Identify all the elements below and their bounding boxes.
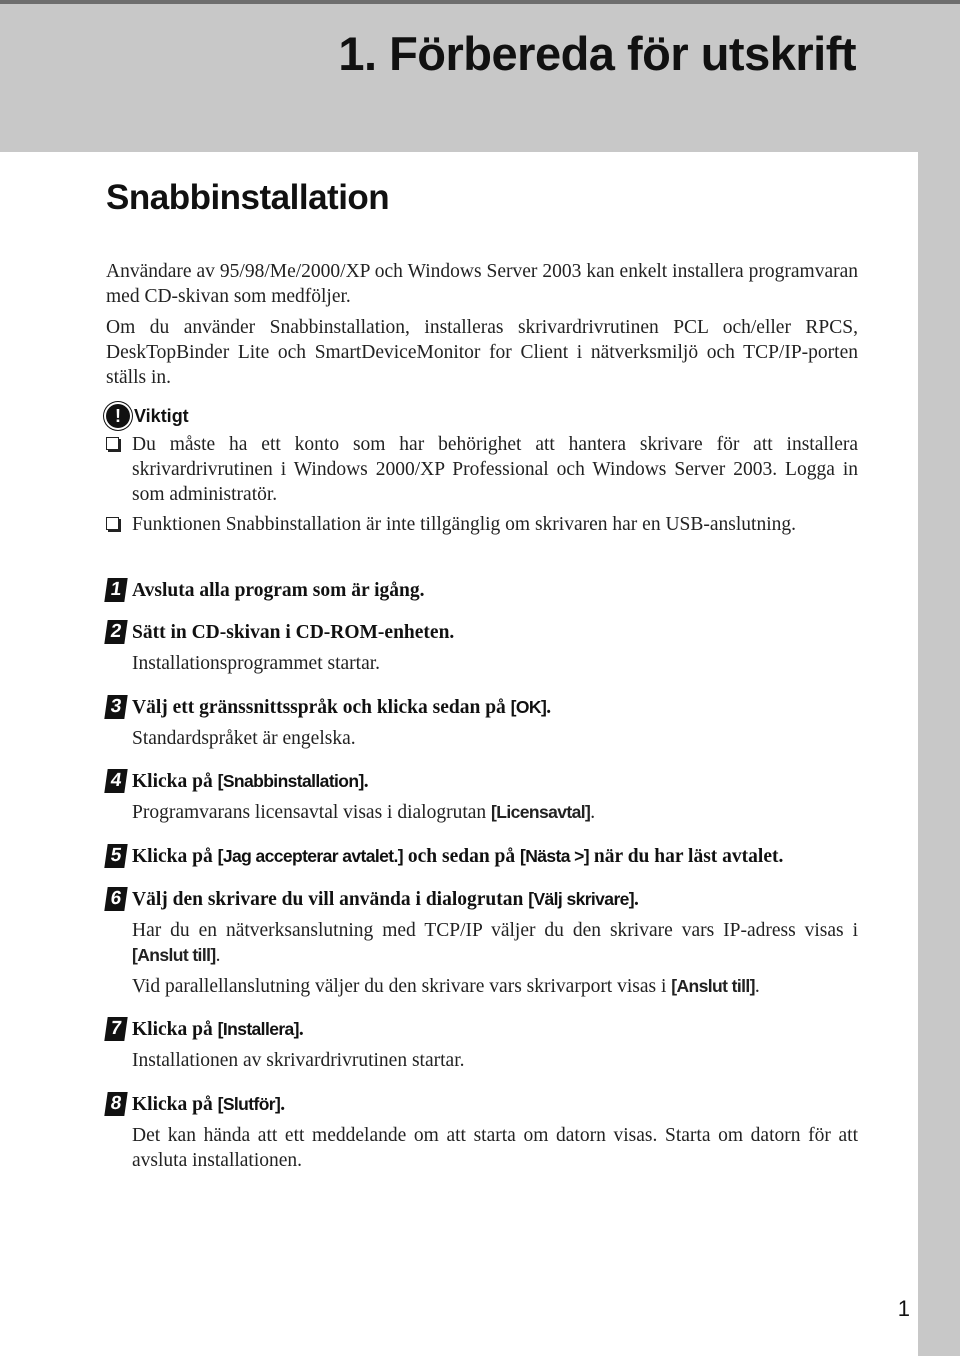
step-description (132, 918, 858, 968)
important-label: Viktigt (134, 405, 189, 426)
step-number: 3 (104, 695, 127, 719)
step-heading-text: Klicka på (132, 846, 218, 867)
step-description-text: Har du en nätverksanslutning med TCP/IP väljer du den skrivare vars IP-adress visas i (132, 920, 858, 941)
chapter-title: 1. Förbereda för utskrift (338, 27, 856, 80)
step-8 (106, 1092, 858, 1173)
step-7 (106, 1017, 858, 1073)
step-heading-text: . (298, 1019, 304, 1040)
step-number: 1 (104, 578, 127, 602)
step-3 (106, 695, 858, 751)
step-2 (106, 620, 858, 676)
ui-label-licensavtal: [Licensavtal] (491, 802, 591, 822)
step-heading (132, 695, 858, 720)
step-number: 5 (104, 844, 127, 868)
exclamation-icon: ! (106, 404, 130, 428)
step-heading-text: . (363, 771, 369, 792)
step-heading (132, 887, 858, 912)
step-description (132, 800, 858, 825)
step-number: 8 (104, 1092, 127, 1116)
step-4 (106, 769, 858, 825)
step-description-text: . (215, 945, 221, 966)
section-title: Snabbinstallation (106, 178, 390, 217)
step-heading-text: och sedan på (403, 846, 521, 867)
step-heading-text: . (634, 889, 639, 910)
ui-label-anslut-till: [Anslut till] (132, 945, 216, 965)
step-description (132, 974, 858, 999)
ui-label-next: [Nästa >] (520, 846, 590, 866)
step-description: Installationen av skrivardrivrutinen startar. (132, 1050, 465, 1071)
step-number: 4 (104, 769, 127, 793)
step-5 (106, 844, 858, 869)
step-heading (132, 844, 858, 869)
step-heading-text: Klicka på (132, 771, 218, 792)
step-6 (106, 887, 858, 999)
step-description-text: Vid parallellanslutning väljer du den skrivare vars skrivarport visas i (132, 976, 672, 997)
step-heading-text: när du har läst avtalet. (589, 846, 784, 867)
step-number: 2 (104, 620, 127, 644)
ui-label-installera: [Installera] (217, 1019, 299, 1039)
note-text: Du måste ha ett konto som har behörighet att hantera skrivare för att installera skrivardrivrutinen i Windows 2000/XP Professional och Windows Server 2003. Logga in som administratör. (132, 434, 858, 505)
step-heading-text: Klicka på (132, 1019, 218, 1040)
step-description: Installationsprogrammet startar. (132, 653, 381, 674)
ui-label-valj-skrivare: [Välj skrivare] (528, 889, 635, 909)
step-heading-text: . (546, 697, 552, 718)
checkbox-icon (106, 517, 119, 530)
side-band (918, 152, 960, 1356)
step-heading-text: . (280, 1094, 286, 1115)
step-description: Standardspråket är engelska. (132, 728, 356, 749)
step-number: 7 (104, 1017, 127, 1041)
step-description: Det kan hända att ett meddelande om att starta om datorn visas. Starta om datorn för att avsluta installationen. (132, 1125, 858, 1171)
step-heading (132, 1017, 858, 1042)
step-heading: Sätt in CD-skivan i CD-ROM-enheten. (132, 622, 455, 643)
intro-paragraph-2: Om du använder Snabbinstallation, installeras skrivardrivrutinen PCL och/eller RPCS, DeskTopBinder Lite och SmartDeviceMonitor for Client i nätverksmiljö och TCP/IP-porten ställs in. (106, 317, 858, 388)
ui-label-ok: [OK] (510, 697, 547, 717)
step-heading-text: Välj den skrivare du vill använda i dialogrutan (132, 889, 529, 910)
important-heading (106, 402, 189, 430)
ui-label-accept: [Jag accepterar avtalet.] (217, 846, 403, 866)
step-description-text: . (590, 802, 596, 823)
checkbox-icon (106, 437, 119, 450)
ui-label-slutfor: [Slutför] (217, 1094, 281, 1114)
important-note-2 (106, 512, 858, 537)
step-number: 6 (104, 887, 127, 911)
step-heading (132, 769, 858, 794)
step-description-text: . (754, 976, 760, 997)
step-heading: Avsluta alla program som är igång. (132, 580, 425, 601)
ui-label-snabbinstallation: [Snabbinstallation] (217, 771, 364, 791)
step-heading-text: Välj ett gränssnittsspråk och klicka sedan på (132, 697, 511, 718)
ui-label-anslut-till: [Anslut till] (671, 976, 755, 996)
step-heading-text: Klicka på (132, 1094, 218, 1115)
header-rule (0, 0, 960, 4)
step-heading (132, 1092, 858, 1117)
step-description-text: Programvarans licensavtal visas i dialogrutan (132, 802, 492, 823)
page-number: 1 (897, 1296, 910, 1321)
intro-paragraph-1: Användare av 95/98/Me/2000/XP och Windows Server 2003 kan enkelt installera programvaran med CD-skivan som medföljer. (106, 261, 858, 307)
important-note-1 (106, 432, 858, 507)
note-text: Funktionen Snabbinstallation är inte tillgänglig om skrivaren har en USB-anslutning. (132, 514, 796, 535)
step-1 (106, 578, 858, 603)
